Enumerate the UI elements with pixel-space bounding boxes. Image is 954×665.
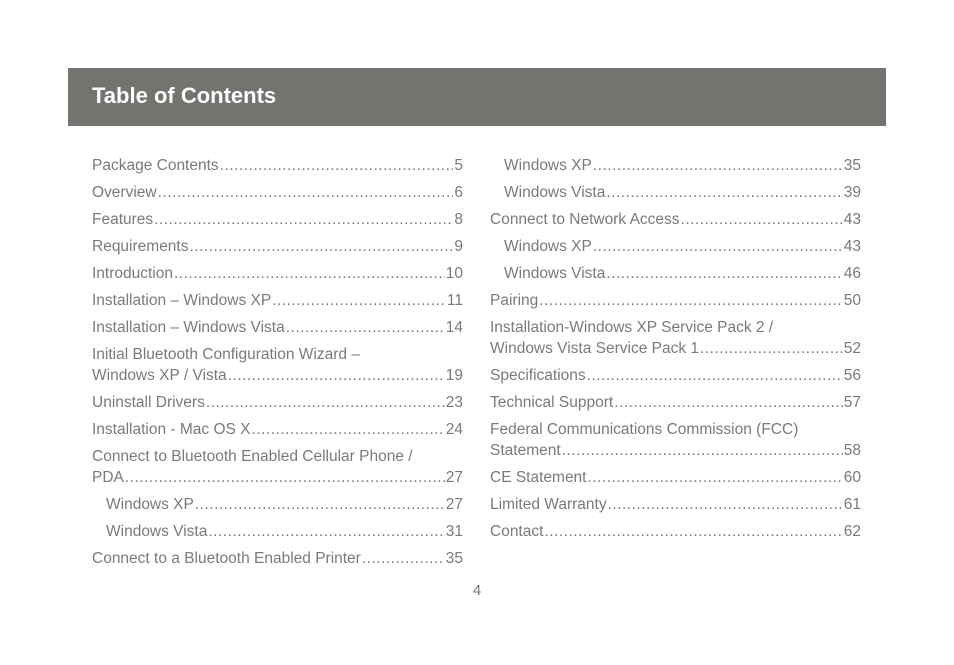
toc-entry-page: 19 [445,367,463,384]
toc-entry[interactable] [92,155,463,176]
dot-leader [195,494,445,515]
dot-leader [593,155,843,176]
toc-entry[interactable] [490,209,861,230]
toc-entry-label: Windows Vista [504,265,606,282]
toc-entry-label: Connect to Network Access [490,211,680,228]
dot-leader [700,338,843,359]
toc-entry[interactable] [490,365,861,386]
toc-entry[interactable] [490,521,861,542]
dot-leader [614,392,843,413]
toc-entry[interactable] [92,290,463,311]
dot-leader [125,467,445,488]
toc-entry[interactable] [92,236,463,257]
dot-leader [228,365,445,386]
toc-entry[interactable] [490,263,861,284]
toc-entry-label: Windows XP / Vista [92,367,227,384]
dot-leader [606,182,842,203]
dot-leader [158,182,454,203]
toc-entry-page: 27 [445,496,463,513]
dot-leader [606,263,842,284]
dot-leader [272,290,446,311]
toc-entry-page: 52 [843,340,861,357]
toc-entry[interactable] [92,344,463,386]
toc-entry-page: 61 [843,496,861,513]
toc-entry[interactable] [92,446,463,488]
toc-entry-label: Contact [490,523,544,540]
toc-entry-label: Installation – Windows XP [92,292,272,309]
toc-entry[interactable] [490,182,861,203]
dot-leader [252,419,445,440]
dot-leader [608,494,843,515]
dot-leader [593,236,843,257]
dot-leader [208,521,444,542]
dot-leader [174,263,445,284]
toc-entry-label: Windows XP [106,496,194,513]
dot-leader [206,392,445,413]
page-title: Table of Contents [92,83,277,108]
toc-entry-page: 5 [454,157,463,174]
toc-entry-label-first-line: Connect to Bluetooth Enabled Cellular Phone / [92,448,413,465]
dot-leader [154,209,453,230]
toc-header-bar [68,68,886,126]
dot-leader [587,365,843,386]
toc-entry-label: Features [92,211,154,228]
toc-entry[interactable] [490,236,861,257]
toc-entry-page: 58 [843,442,861,459]
toc-entry-page: 23 [445,394,463,411]
toc-entry-label: Windows XP [504,157,592,174]
toc-entry[interactable] [92,419,463,440]
toc-entry[interactable] [92,521,463,542]
toc-entry-page: 14 [445,319,463,336]
toc-entry-page: 31 [445,523,463,540]
toc-column-right [490,155,861,548]
toc-entry-label: Technical Support [490,394,614,411]
toc-entry[interactable] [490,494,861,515]
toc-entry[interactable] [490,392,861,413]
toc-entry-page: 39 [843,184,861,201]
toc-entry-label: Requirements [92,238,189,255]
toc-entry-label: Package Contents [92,157,219,174]
toc-entry-page: 35 [445,550,463,567]
toc-entry-label: Introduction [92,265,173,282]
toc-entry[interactable] [92,548,463,569]
toc-entry-page: 62 [843,523,861,540]
toc-entry-label: Connect to a Bluetooth Enabled Printer [92,550,361,567]
toc-entry-label: Limited Warranty [490,496,607,513]
toc-entry[interactable] [92,209,463,230]
dot-leader [220,155,454,176]
dot-leader [562,440,843,461]
toc-entry[interactable] [490,419,861,461]
toc-entry-label: Uninstall Drivers [92,394,205,411]
toc-entry-label-first-line: Initial Bluetooth Configuration Wizard – [92,346,360,363]
toc-entry-page: 27 [445,469,463,486]
toc-entry-label: Windows Vista [504,184,606,201]
toc-entry-label: Overview [92,184,157,201]
toc-entry-label: Windows XP [504,238,592,255]
toc-entry-label: Pairing [490,292,539,309]
toc-entry-label-first-line: Federal Communications Commission (FCC) [490,421,799,438]
toc-entry-page: 35 [843,157,861,174]
toc-entry-label: Installation – Windows Vista [92,319,285,336]
dot-leader [286,317,445,338]
toc-entry[interactable] [490,317,861,359]
dot-leader [588,467,843,488]
toc-entry-label-first-line: Installation-Windows XP Service Pack 2 / [490,319,774,336]
dot-leader [362,548,445,569]
toc-entry-page: 43 [843,238,861,255]
dot-leader [539,290,843,311]
toc-entry-page: 9 [454,238,463,255]
toc-entry[interactable] [490,155,861,176]
toc-entry[interactable] [92,182,463,203]
toc-entry[interactable] [490,290,861,311]
toc-entry-page: 11 [446,292,463,309]
toc-entry-label: PDA [92,469,124,486]
toc-column-left [92,155,463,575]
page-number: 4 [472,582,482,599]
toc-entry[interactable] [92,392,463,413]
toc-entry[interactable] [92,494,463,515]
dot-leader [544,521,842,542]
toc-entry[interactable] [92,317,463,338]
toc-entry[interactable] [490,467,861,488]
toc-entry-label: Statement [490,442,561,459]
toc-entry-page: 57 [843,394,861,411]
toc-entry-label: Windows Vista Service Pack 1 [490,340,700,357]
dot-leader [190,236,454,257]
toc-entry-page: 50 [843,292,861,309]
toc-entry-label: Installation - Mac OS X [92,421,251,438]
toc-entry-page: 46 [843,265,861,282]
toc-entry-label: Specifications [490,367,586,384]
toc-entry-page: 56 [843,367,861,384]
toc-entry-label: Windows Vista [106,523,208,540]
toc-entry-page: 8 [454,211,463,228]
toc-entry-page: 24 [445,421,463,438]
dot-leader [681,209,843,230]
toc-entry-label: CE Statement [490,469,587,486]
toc-entry-page: 60 [843,469,861,486]
toc-entry-page: 43 [843,211,861,228]
toc-entry-page: 10 [445,265,463,282]
toc-entry[interactable] [92,263,463,284]
toc-entry-page: 6 [454,184,463,201]
